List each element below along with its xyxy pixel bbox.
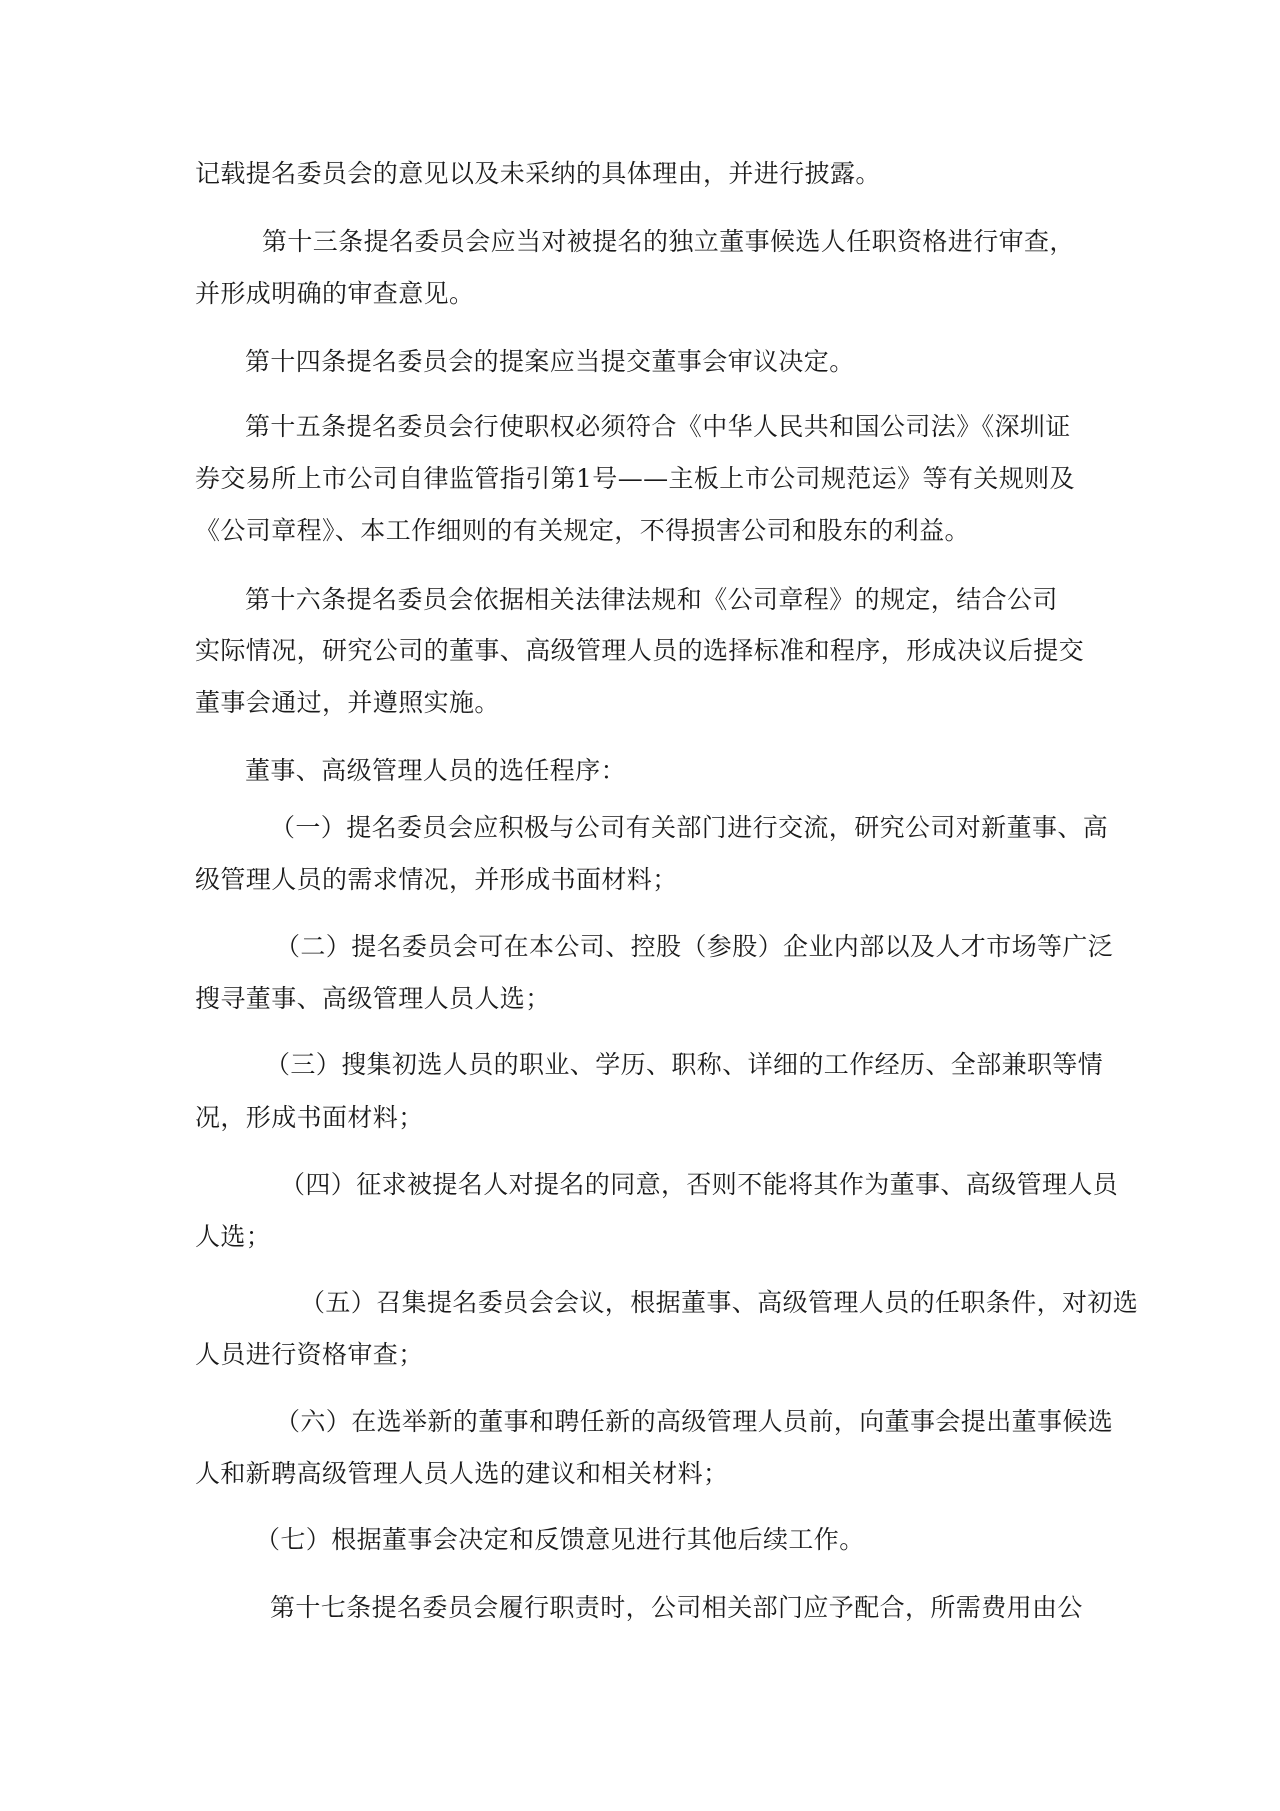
procedure-item-1-line-1: （一）提名委员会应积极与公司有关部门进行交流，研究公司对新董事、高 <box>270 813 1109 842</box>
procedure-item-7-line-1: （七）根据董事会决定和反馈意见进行其他后续工作。 <box>255 1525 865 1554</box>
article-14-line-1: 第十四条提名委员会的提案应当提交董事会审议决定。 <box>245 347 855 376</box>
procedure-item-2-line-1: （二）提名委员会可在本公司、控股（参股）企业内部以及人才市场等广泛 <box>275 932 1114 961</box>
procedure-item-5-line-2: 人员进行资格审查； <box>195 1340 424 1369</box>
procedure-item-5-line-1: （五）召集提名委员会会议，根据董事、高级管理人员的任职条件，对初选 <box>300 1288 1139 1317</box>
article-16-line-3: 董事会通过，并遵照实施。 <box>195 688 500 717</box>
article-16-line-2: 实际情况，研究公司的董事、高级管理人员的选择标准和程序，形成决议后提交 <box>195 636 1085 665</box>
procedure-item-6-line-1: （六）在选举新的董事和聘任新的高级管理人员前，向董事会提出董事候选 <box>275 1407 1114 1436</box>
text-line: 记载提名委员会的意见以及未采纳的具体理由，并进行披露。 <box>195 159 881 188</box>
procedure-item-3-line-2: 况，形成书面材料； <box>195 1103 424 1132</box>
article-15-line-2: 券交易所上市公司自律监管指引第1号——主板上市公司规范运》等有关规则及 <box>195 464 1075 493</box>
article-15-line-1: 第十五条提名委员会行使职权必须符合《中华人民共和国公司法》《深圳证 <box>245 412 1071 441</box>
article-13-line-1: 第十三条提名委员会应当对被提名的独立董事候选人任职资格进行审查， <box>262 227 1075 256</box>
procedure-item-1-line-2: 级管理人员的需求情况，并形成书面材料； <box>195 865 678 894</box>
article-16-line-1: 第十六条提名委员会依据相关法律法规和《公司章程》的规定，结合公司 <box>245 585 1058 614</box>
procedure-item-4-line-2: 人选； <box>195 1222 272 1251</box>
procedure-item-6-line-2: 人和新聘高级管理人员人选的建议和相关材料； <box>195 1459 729 1488</box>
procedure-heading: 董事、高级管理人员的选任程序： <box>245 756 627 785</box>
article-17-line-1: 第十七条提名委员会履行职责时，公司相关部门应予配合，所需费用由公 <box>270 1593 1083 1622</box>
article-13-line-2: 并形成明确的审查意见。 <box>195 279 475 308</box>
procedure-item-3-line-1: （三）搜集初选人员的职业、学历、职称、详细的工作经历、全部兼职等情 <box>265 1050 1104 1079</box>
procedure-item-2-line-2: 搜寻董事、高级管理人员人选； <box>195 984 551 1013</box>
procedure-item-4-line-1: （四）征求被提名人对提名的同意，否则不能将其作为董事、高级管理人员 <box>280 1170 1119 1199</box>
article-15-line-3: 《公司章程》、本工作细则的有关规定，不得损害公司和股东的利益。 <box>195 516 970 545</box>
